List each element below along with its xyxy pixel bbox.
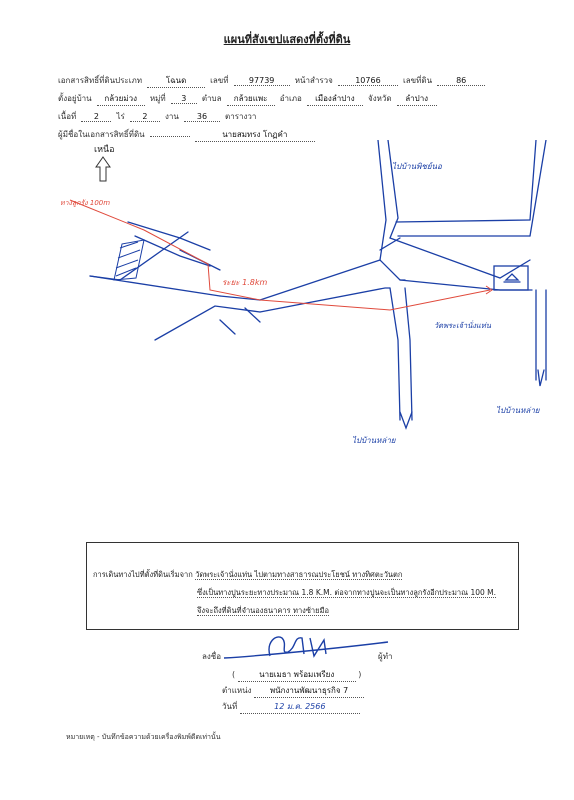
doc-type-label: เอกสารสิทธิ์ที่ดินประเภท [58, 76, 142, 85]
road-main-upper [260, 260, 405, 300]
moo-label: หมู่ที่ [149, 94, 166, 103]
directions-line-1 [93, 569, 402, 581]
label-bottom-middle: ไปบ้านหล่าย [352, 436, 396, 445]
wa-value: 36 [184, 112, 220, 122]
signer-name-line: ( นายเมธา พร้อมเพรียง ) [232, 668, 361, 682]
page-title: แผนที่สังเขปแสดงที่ตั้งที่ดิน [223, 33, 351, 46]
province-label: จังหวัด [368, 94, 392, 103]
area-label: เนื้อที่ [58, 112, 77, 121]
owner-label: ผู้มีชื่อในเอกสารสิทธิ์ที่ดิน [58, 130, 145, 139]
directions-text-3: จึงจะถึงที่ดินที่จำนองธนาคาร ทางซ้ายมือ [197, 606, 329, 615]
label-top-road: ไปบ้านพิชย์นอ [392, 162, 442, 171]
deed-line [58, 68, 485, 88]
land-no-value: 86 [437, 76, 485, 86]
directions-text-1: วัดพระเจ้านั่งแท่น ไปตามทางสาธารณประโยชน์ ทางทิศตะวันตก [195, 570, 403, 579]
survey-page-value: 10766 [338, 76, 398, 86]
date-line [222, 700, 360, 714]
ngan-label: งาน [164, 112, 179, 121]
north-label: เหนือ [94, 145, 115, 155]
ngan-value: 2 [130, 112, 160, 122]
rai-value: 2 [81, 112, 111, 122]
area-line [58, 104, 256, 123]
survey-page-label: หน้าสำรวจ [294, 76, 333, 85]
date-label: วันที่ [222, 702, 238, 711]
position-value: พนักงานพัฒนาธุรกิจ 7 [254, 684, 364, 698]
directions-box [86, 542, 519, 630]
role-label: ผู้ทำ [378, 652, 393, 661]
deed-number-label: เลขที่ [210, 76, 229, 85]
owner-name: นายสมทรง โกฏคำ [195, 128, 315, 142]
tambon-value: กล้วยแพะ [227, 92, 275, 106]
label-temple: วัดพระเจ้านั่งแท่น [434, 321, 491, 330]
date-value: 12 ม.ค. 2566 [240, 700, 360, 714]
moo-value: 3 [171, 94, 197, 104]
wa-label: ตารางวา [225, 112, 257, 121]
village-value: กล้วยม่วง [97, 92, 145, 106]
owner-line [58, 122, 315, 142]
footer-note: หมายเหตุ - บันทึกข้อความด้วยเครื่องพิมพ์ดีดเท่านั้น [66, 733, 221, 741]
land-no-label: เลขที่ดิน [403, 76, 433, 85]
directions-text-2: ซึ่งเป็นทางปูนระยะทางประมาณ 1.8 K.M. ต่อจากทางปูนจะเป็นทางลูกรังอีกประมาณ 100 M. [197, 588, 497, 597]
signature-mark-icon [220, 630, 395, 664]
directions-line-2 [197, 587, 496, 599]
directions-prefix: การเดินทางไปที่ตั้งที่ดินเริ่มจาก [93, 570, 193, 579]
rai-label: ไร่ [116, 112, 125, 121]
tambon-label: ตำบล [201, 94, 222, 103]
signer-name: นายเมธา พร้อมเพรียง [238, 668, 356, 682]
doc-type-value: โฉนด [147, 74, 205, 88]
amphoe-value: เมืองลำปาง [307, 92, 363, 106]
amphoe-label: อำเภอ [279, 94, 302, 103]
sketch-map [60, 140, 560, 470]
label-main-distance: ระยะ 1.8km [222, 278, 268, 287]
location-line [58, 86, 437, 106]
position-line [222, 684, 364, 698]
label-left-distance: ทางลูกรัง 100m [60, 199, 111, 207]
label-bottom-right: ไปบ้านหล่าย [496, 406, 540, 415]
owner-spacer [150, 136, 190, 137]
position-label: ตำแหน่ง [222, 686, 252, 695]
sign-label: ลงชื่อ [202, 652, 222, 661]
directions-line-3 [197, 605, 329, 617]
province-value: ลำปาง [397, 92, 437, 106]
road-north-left [378, 140, 386, 260]
village-label: ตั้งอยู่บ้าน [58, 94, 92, 103]
deed-number-value: 97739 [234, 76, 290, 86]
